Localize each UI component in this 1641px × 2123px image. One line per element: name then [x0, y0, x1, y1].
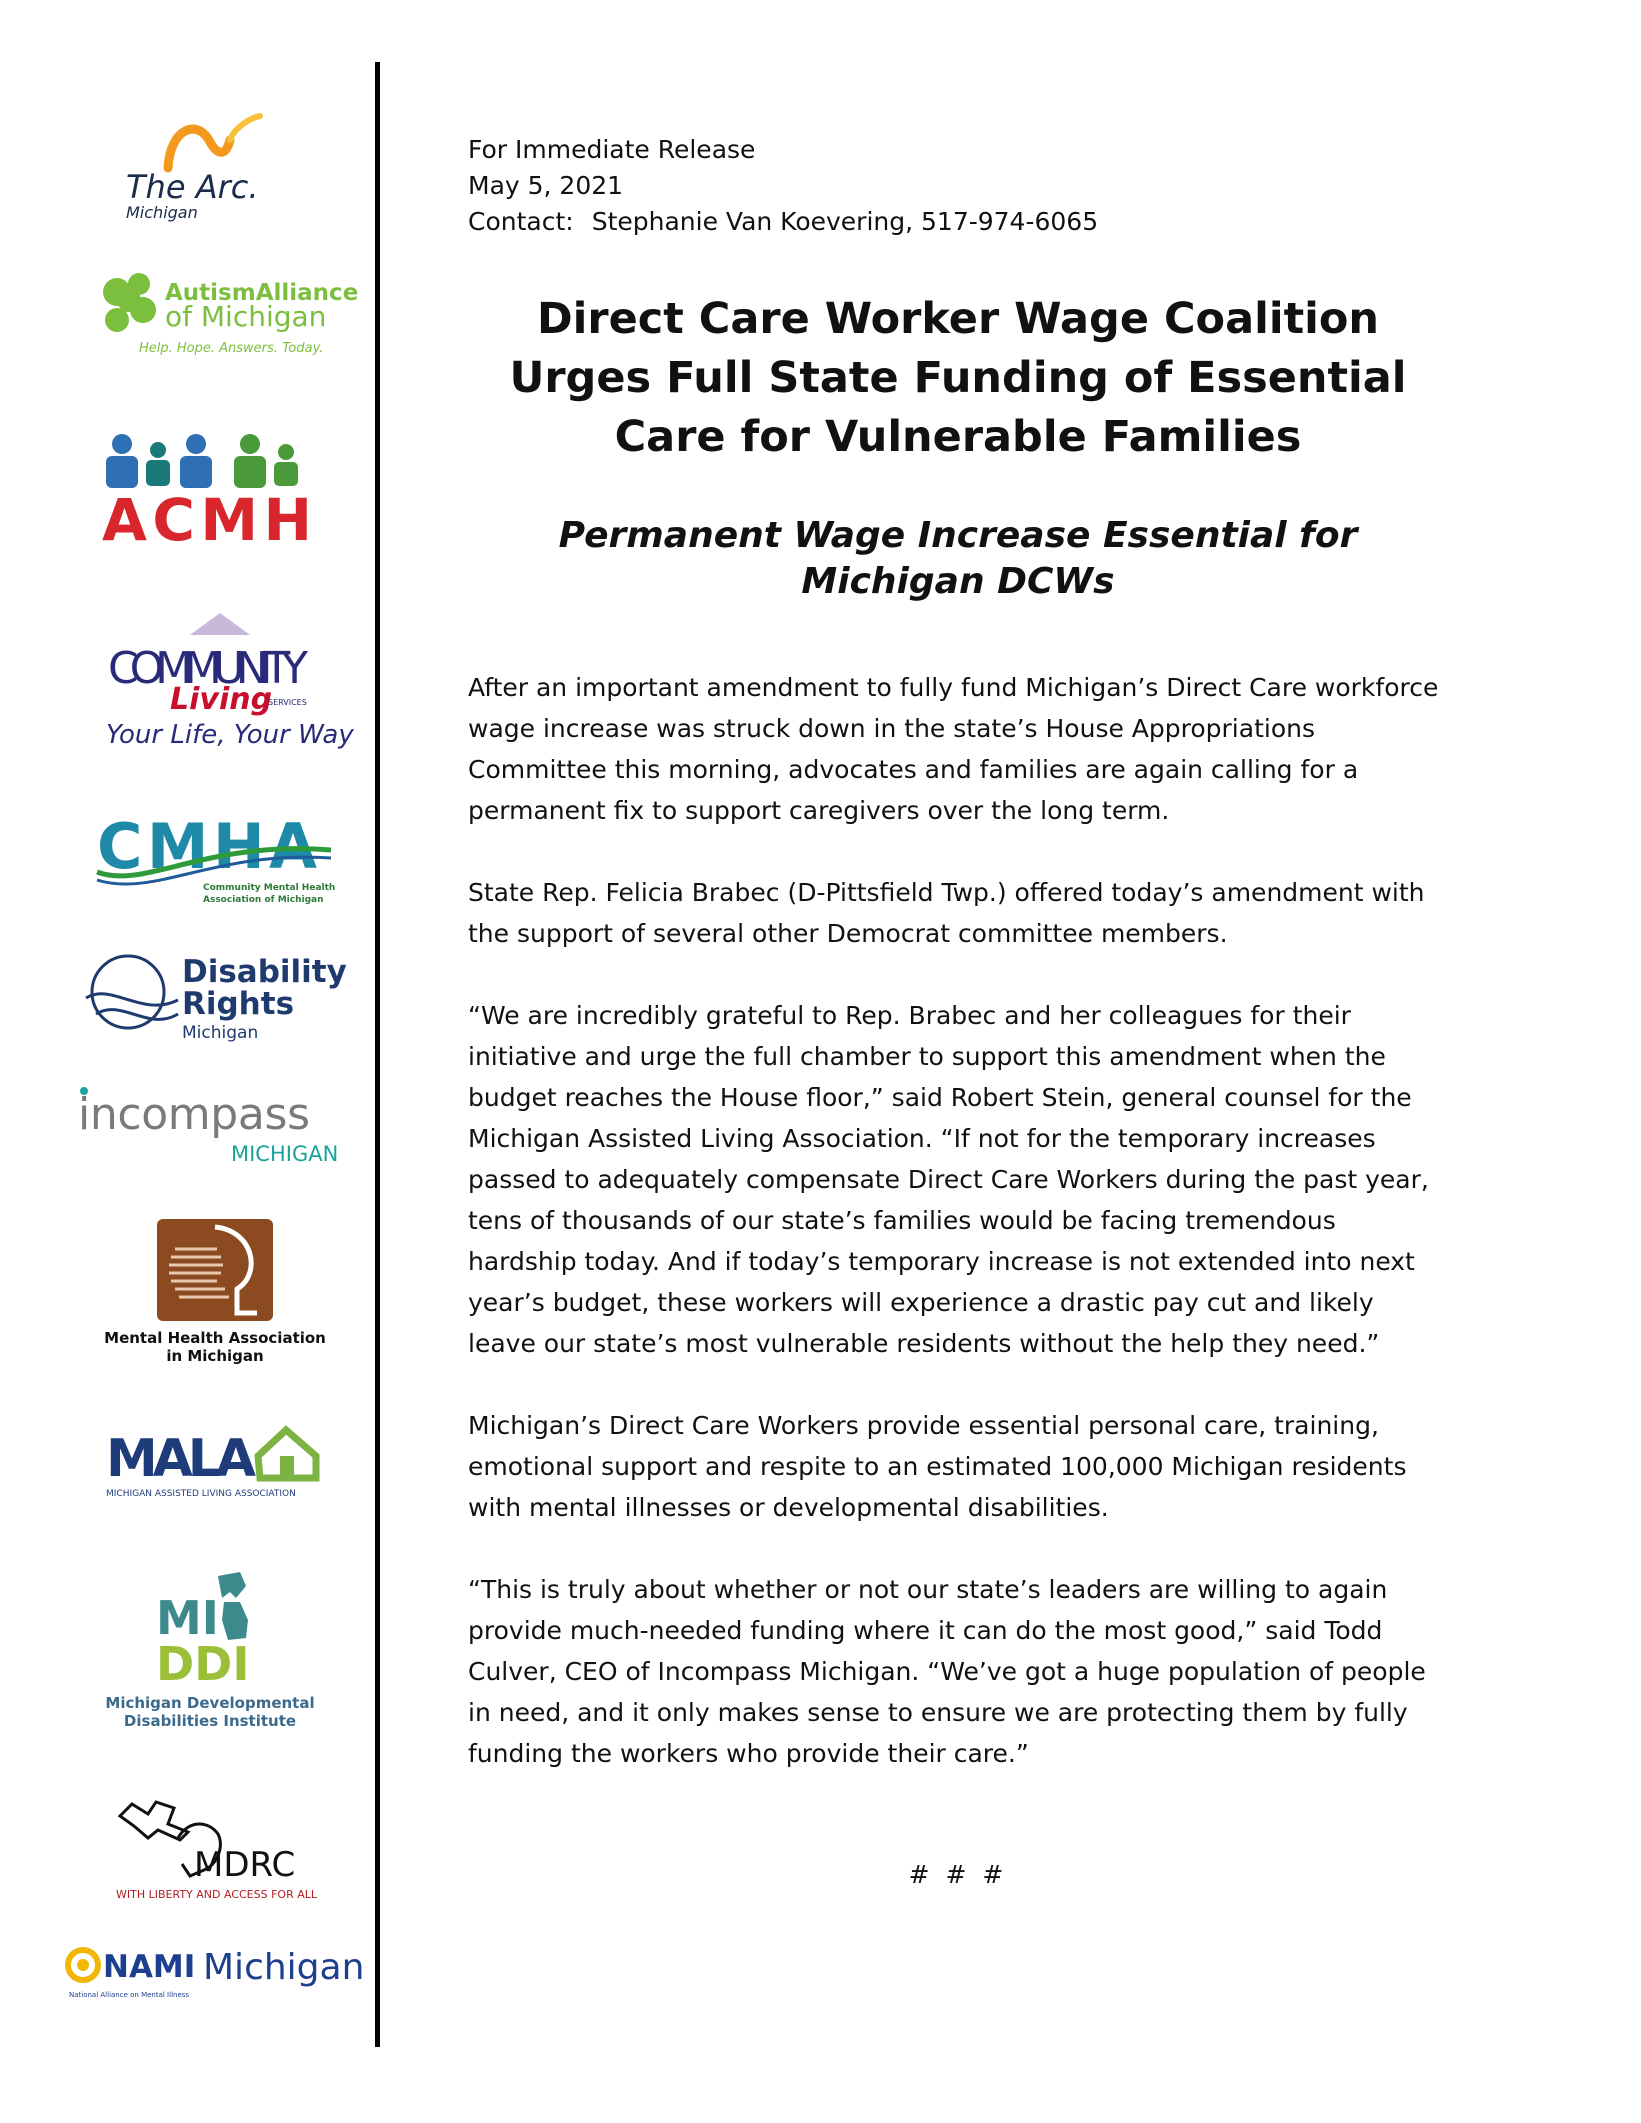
the-arc-logo: [110, 108, 310, 228]
midi-sub1: Michigan Developmental: [105, 1694, 315, 1712]
release-date: May 5, 2021: [468, 171, 624, 200]
release-line: For Immediate Release: [468, 135, 756, 164]
community-word: COMMUNITY: [108, 643, 308, 694]
nami-michigan: Michigan: [203, 1947, 365, 1988]
living-word: Living: [170, 682, 273, 717]
the-arc-sub: Michigan: [126, 203, 198, 222]
paragraph-3: “We are incredibly grateful to Rep. Brabec and her colleagues for their initiative and urge the full chamber to support this amendment when the budget reaches the House floor,” said Robert Stein, general counsel for the Michigan Assisted Living Association. “If not for the temporary increases passed to adequately compensate Direct Care Workers during the past year, tens of thousands of our state’s families would be facing tremendous hardship today. And if today’s temporary increase is not extended into next year’s budget, these workers will experience a drastic pay cut and likely leave our state’s most vulnerable residents without the help they need.”: [468, 1001, 1429, 1358]
nami-word: NAMI: [103, 1949, 196, 1985]
vertical-divider: [375, 62, 380, 2047]
paragraph-2: State Rep. Felicia Brabec (D-Pittsfield Twp.) offered today’s amendment with the support of several other Democrat committee members.: [468, 878, 1425, 948]
nami-sub: National Alliance on Mental Illness: [69, 1991, 190, 1999]
cmha-name: CMHA: [97, 810, 317, 883]
disability-rights-logo: [82, 948, 347, 1048]
the-arc-name: The Arc.: [126, 168, 259, 206]
incompass-michigan: MICHIGAN: [231, 1142, 339, 1166]
paragraph-1: After an important amendment to fully fund Michigan’s Direct Care workforce wage increase was struck down in the state’s House Appropriations Committee this morning, advocates and families are again calling for a permanent fix to support caregivers over the long term.: [468, 673, 1439, 825]
mdrc-name: MDRC: [194, 1845, 296, 1885]
autism-alliance-of-michigan: of Michigan: [165, 300, 327, 333]
cmha-sub2: Association of Michigan: [203, 895, 324, 905]
acmh-logo: [100, 432, 320, 554]
contact-value: Stephanie Van Koevering, 517-974-6065: [591, 207, 1099, 236]
rights-word: Rights: [182, 986, 295, 1022]
acmh-name: ACMH: [102, 486, 312, 554]
disability-word: Disability: [182, 954, 347, 990]
mdrc-logo: [108, 1780, 328, 1900]
nami-logo: [65, 1935, 365, 2010]
community-living-tagline: Your Life, Your Way: [106, 720, 354, 750]
disability-rights-sub: Michigan: [182, 1023, 259, 1043]
community-living-logo: [100, 605, 354, 750]
paragraph-5: “This is truly about whether or not our state’s leaders are willing to again provide much-needed funding where it can do the most good,” said Todd Culver, CEO of Incompass Michigan. “We’ve got a huge population of people in need, and it only makes sense to ensure we are protecting them by fully funding the workers who provide their care.”: [468, 1575, 1426, 1768]
mdrc-tagline: WITH LIBERTY AND ACCESS FOR ALL: [116, 1888, 317, 1901]
midi-sub2: Disabilities Institute: [123, 1712, 297, 1730]
incompass-logo: [76, 1085, 351, 1170]
midi-mi: MI: [156, 1591, 219, 1645]
contact-label: Contact:: [468, 207, 574, 236]
end-mark: # # #: [908, 1860, 1008, 1889]
mala-name: MALA: [106, 1429, 256, 1489]
mha-name: Mental Health Association: [104, 1329, 326, 1347]
midi-ddi: DDI: [156, 1637, 250, 1691]
contact-line: [468, 204, 1448, 240]
autism-alliance-name: AutismAlliance: [165, 280, 359, 306]
cmha-sub1: Community Mental Health: [203, 883, 336, 893]
mala-sub: MICHIGAN ASSISTED LIVING ASSOCIATION: [106, 1489, 296, 1499]
paragraph-4: Michigan’s Direct Care Workers provide essential personal care, training, emotional support and respite to an estimated 100,000 Michigan residents with mental illnesses or developmental disabilities.: [468, 1411, 1407, 1522]
autism-alliance-logo: [95, 270, 359, 360]
mha-sub: in Michigan: [166, 1347, 264, 1365]
midi-logo: [100, 1568, 320, 1728]
headline: Direct Care Worker Wage Coalition Urges Full State Funding of Essential Care for Vulnerable Families: [509, 294, 1407, 462]
autism-alliance-tagline: Help. Hope. Answers. Today.: [139, 341, 324, 356]
press-release-body: [468, 132, 1448, 1914]
cmha-logo: [95, 810, 335, 910]
subheadline: Permanent Wage Increase Essential for Michigan DCWs: [558, 515, 1358, 602]
services-word: SERVICES: [268, 698, 307, 707]
mala-logo: [100, 1420, 330, 1500]
incompass-word: incompass: [78, 1089, 310, 1140]
mha-logo: [105, 1215, 325, 1365]
